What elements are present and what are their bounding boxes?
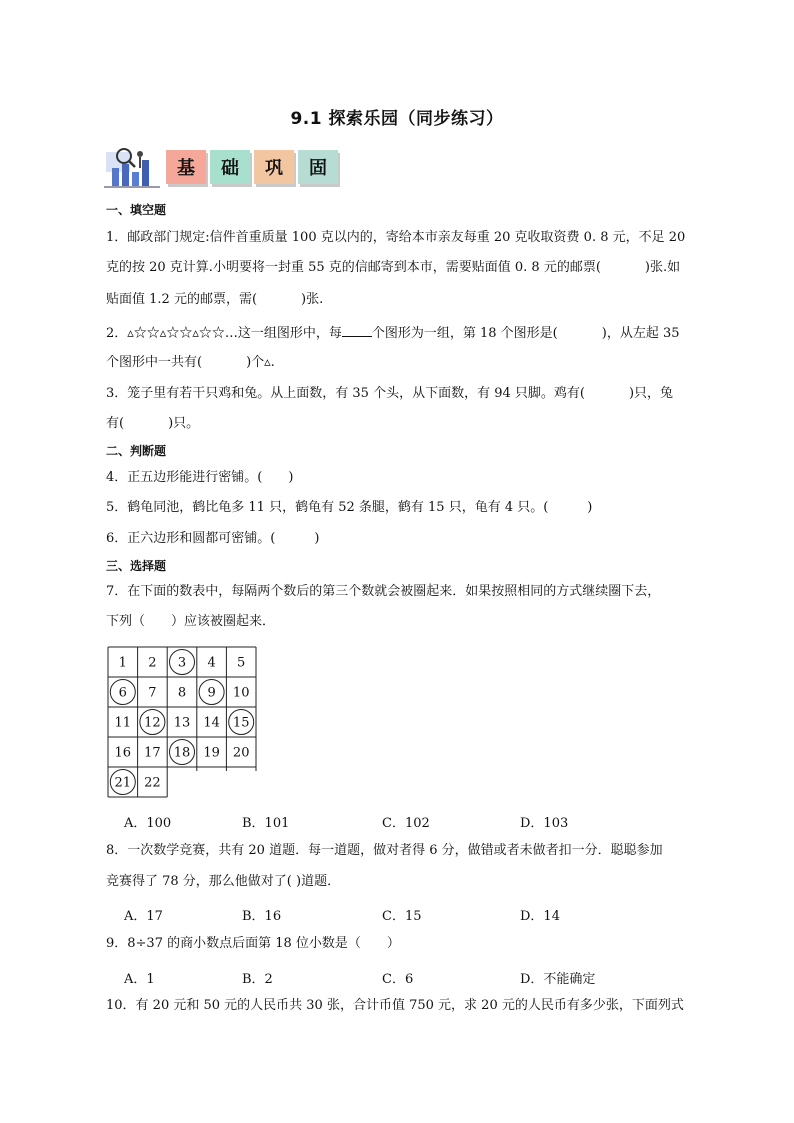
page-title: 9.1 探索乐园（同步练习） [290, 109, 504, 129]
option-d[interactable]: D．不能确定 [520, 972, 596, 987]
question-10-line-1: 10．有 20 元和 50 元的人民币共 30 张，合计币值 750 元，求 20 元的人民币有多少张，下面列式 [106, 998, 684, 1013]
question-1-line-3: 贴面值 1.2 元的邮票，需( )张. [106, 292, 324, 307]
question-3-line-1: 3．笼子里有若干只鸡和兔。从上面数，有 35 个头，从下面数，有 94 只脚。鸡有( )只，兔 [106, 386, 674, 401]
option-a[interactable]: A．17 [124, 909, 163, 924]
number-table [107, 646, 259, 798]
table-cell-number: 11 [114, 715, 132, 731]
table-cell-number: 22 [144, 775, 161, 791]
option-c[interactable]: C．15 [382, 909, 422, 924]
option-b[interactable]: B．101 [242, 816, 290, 831]
question-7-line-2: 下列（ ）应该被圈起来． [106, 614, 276, 629]
table-cell-number: 3 [177, 655, 187, 671]
question-9: 9．8÷37 的商小数点后面第 18 位小数是（ ） [106, 936, 400, 951]
table-cell-number: 5 [237, 655, 246, 671]
question-7-line-1: 7．在下面的数表中，每隔两个数后的第三个数就会被圈起来．如果按照相同的方式继续圈下去， [106, 584, 661, 599]
table-cell-number: 21 [114, 775, 132, 791]
table-cell-number: 4 [207, 655, 216, 671]
table-cell-number: 7 [148, 685, 157, 701]
question-6: 6．正六边形和圆都可密铺。( ) [106, 531, 320, 546]
table-cell-number: 18 [173, 745, 191, 761]
option-c[interactable]: C．102 [382, 816, 430, 831]
table-cell-number: 15 [232, 715, 250, 731]
table-cell-number: 6 [118, 685, 127, 701]
section-heading-true-false: 二、判断题 [106, 444, 167, 458]
section-banner [104, 146, 344, 190]
question-8-line-1: 8．一次数学竞赛，共有 20 道题．每一道题，做对者得 6 分，做错或者未做者扣一分．聪聪参加 [106, 843, 663, 858]
table-cell-number: 17 [144, 745, 161, 761]
option-a[interactable]: A．1 [124, 972, 155, 987]
banner-tile-4: 固 [298, 150, 338, 184]
table-cell-number: 14 [203, 715, 220, 731]
table-cell-number: 19 [203, 745, 220, 761]
question-2-line-2: 个图形中一共有( )个▵. [106, 355, 275, 370]
table-cell-number: 13 [173, 715, 191, 731]
question-5: 5．鹤龟同池，鹤比龟多 11 只，鹤龟有 52 条腿，鹤有 15 只，龟有 4 只。( ) [106, 500, 593, 515]
option-b[interactable]: B．2 [242, 972, 273, 987]
table-cell-number: 20 [232, 745, 250, 761]
banner-tile-1: 基 [166, 150, 206, 184]
table-cell-number: 1 [118, 655, 127, 671]
question-1-line-1: 1．邮政部门规定:信件首重质量 100 克以内的，寄给本市亲友每重 20 克收取资费 0. 8 元，不足 20 [106, 230, 686, 245]
table-cell-number: 12 [144, 715, 161, 731]
banner-tile-2: 础 [210, 150, 250, 184]
question-1-line-2: 克的按 20 克计算.小明要将一封重 55 克的信邮寄到本市，需要贴面值 0. 8 元的邮票( )张.如 [106, 260, 681, 275]
section-heading-fill-in: 一、填空题 [106, 203, 167, 217]
option-c[interactable]: C．6 [382, 972, 414, 987]
question-8-line-2: 竞赛得了 78 分，那么他做对了( )道题． [106, 874, 341, 889]
table-cell-number: 8 [177, 685, 187, 701]
option-a[interactable]: A．100 [124, 816, 172, 831]
question-3-line-2: 有( )只。 [106, 416, 200, 431]
table-cell-number: 2 [148, 655, 157, 671]
option-d[interactable]: D．14 [520, 909, 560, 924]
question-4: 4．正五边形能进行密铺。( ) [106, 470, 294, 485]
question-2-line-1: 2．▵☆☆▵☆☆▵☆☆…这一组图形中，每 个图形为一组，第 18 个图形是( )，从左起 35 [106, 326, 680, 341]
magnifier-chart-icon [104, 146, 160, 190]
banner-tile-3: 巩 [254, 150, 294, 184]
table-cell-number: 10 [232, 685, 250, 701]
section-heading-multiple-choice: 三、选择题 [106, 559, 167, 573]
option-d[interactable]: D．103 [520, 816, 569, 831]
table-cell-number: 16 [114, 745, 132, 761]
table-cell-number: 9 [207, 685, 216, 701]
option-b[interactable]: B．16 [242, 909, 282, 924]
